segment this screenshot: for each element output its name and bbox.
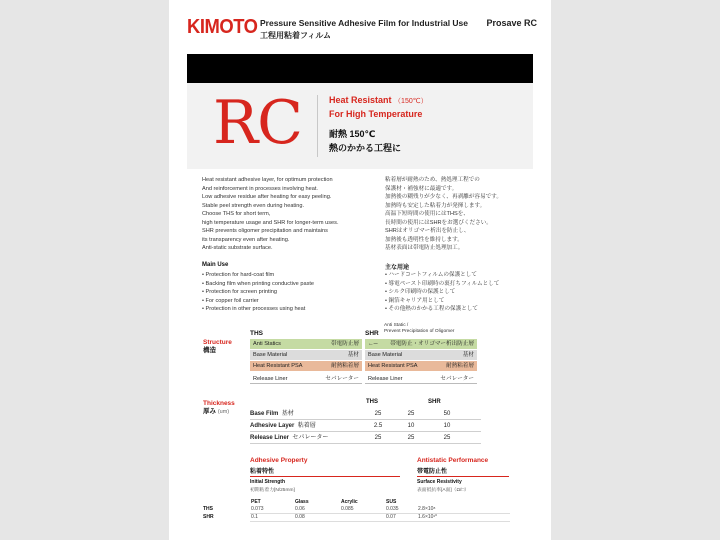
- thickness-label: Thickness 厚み (um): [203, 400, 235, 415]
- hero-panel: [187, 83, 533, 169]
- adh-col-acrylic: Acrylic: [341, 499, 358, 505]
- adhesive-sub-en: Initial Strength: [250, 479, 285, 485]
- hero-high-temp: For High Temperature: [329, 109, 423, 119]
- adh-col-pet: PET: [251, 499, 261, 505]
- datasheet-page: [169, 0, 551, 540]
- structure-shr-title: SHR: [365, 330, 379, 337]
- list-item: • ハードコートフィルムの保護として: [385, 272, 477, 278]
- adhesive-heading-jp: 粘着特性: [250, 469, 275, 475]
- adhesive-sub-jp: 初期粘着力[N/25mm]: [250, 488, 295, 493]
- list-item: • For copper foil carrier: [202, 297, 259, 304]
- header-black-bar: [187, 54, 533, 83]
- kimoto-logo: KIMOTO: [187, 16, 258, 38]
- main-use-heading-en: Main Use: [202, 262, 229, 268]
- ths-layer-anti-static: Anti Statics 帯電防止層: [250, 339, 362, 349]
- hero-divider: [317, 95, 318, 157]
- description-jp: 粘着層が耐熱のため、熱処理工程での 保護材・補強材に最適です。 加熱後の糊残りが少なく、再剥離が容易です。 加熱時も安定した粘着力が発揮します。 高温下短時間の使用にはTHSを、 長時間の使用にはSHRをお選びください。 SHRはオリゴマー析出を防止し、 加熱後も透明性を維持します。 基材表面は帯電防止処理加工。: [385, 177, 502, 251]
- adh-col-glass: Glass: [295, 499, 309, 505]
- thickness-col-shr: SHR: [428, 399, 441, 405]
- adh-shr-glass: 0.08: [295, 514, 305, 520]
- thickness-col-ths: THS: [366, 399, 378, 405]
- antistatic-sub-jp: 表面抵抗率[A面]（Ω/□）: [417, 488, 470, 493]
- adh-ths-glass: 0.06: [295, 506, 305, 512]
- table-row: Release Liner セパレーター 25 25 25: [250, 433, 481, 444]
- list-item: • Protection in other processes using heat: [202, 306, 306, 313]
- hero-jp-line2: 熱のかかる工程に: [329, 143, 402, 153]
- main-use-heading-jp: 主な用途: [385, 265, 410, 271]
- antistatic-heading-jp: 帯電防止性: [417, 469, 448, 475]
- adh-ths-pet: 0.073: [251, 506, 264, 512]
- product-code: RC: [213, 88, 303, 158]
- row-divider: [250, 521, 510, 522]
- structure-label: Structure 構造: [203, 339, 232, 354]
- antistatic-ths: 2.8×10⁸: [418, 506, 436, 512]
- adh-col-sus: SUS: [386, 499, 397, 505]
- table-row: Adhesive Layer 粘着層 2.5 10 10: [250, 421, 481, 432]
- adh-shr-pet: 0.1: [251, 514, 258, 520]
- product-name: Prosave RC: [486, 18, 537, 28]
- antistatic-heading-en: Antistatic Performance: [417, 457, 489, 464]
- structure-shr-note: Anti Static / Prevent Precipitation of Oligomer: [384, 323, 455, 334]
- antistatic-rule: [417, 476, 509, 477]
- list-item: • Protection for hard-coat film: [202, 272, 275, 278]
- shr-layer-anti-static: ←─ 帯電防止・オリゴマー析出防止層: [365, 339, 477, 349]
- ths-layer-base: Base Material 基材: [250, 350, 362, 360]
- list-item: • 銅箔キャリア用として: [385, 297, 445, 304]
- hero-heat-resistant: Heat Resistant （150℃）: [329, 95, 428, 105]
- ths-layer-release: Release Liner セパレーター: [250, 374, 362, 384]
- adh-row-shr-label: SHR: [203, 514, 214, 520]
- list-item: • Backing film when printing conductive paste: [202, 280, 315, 287]
- hero-jp-line1: 耐熱 150℃: [329, 129, 376, 139]
- description-en: Heat resistant adhesive layer, for optimum protection And reinforcement in processes involving heat. Low adhesive residue after heating for easy peeling. Stable peel strength even during heating. Choose THS for short term, high temperature usage and SHR for longer-term uses. SHR prevents oligomer precipitation and maintains its transparency even after heating. Anti-static substrate surface.: [202, 177, 339, 251]
- row-divider: [250, 513, 510, 514]
- adh-ths-acrylic: 0.085: [341, 506, 354, 512]
- adh-shr-sus: 0.07: [386, 514, 396, 520]
- main-use-list-jp: [385, 271, 499, 314]
- adhesive-heading-en: Adhesive Property: [250, 457, 308, 464]
- header-title-jp: 工程用粘着フィルム: [260, 31, 332, 40]
- antistatic-shr: 1.6×10¹⁰: [418, 514, 438, 520]
- ths-layer-psa: Heat Resistant PSA 耐熱粘着層: [250, 361, 362, 371]
- adhesive-rule: [250, 476, 400, 477]
- adh-row-ths-label: THS: [203, 506, 213, 512]
- shr-layer-release: Release Liner セパレーター: [365, 374, 477, 384]
- header-title-en: Pressure Sensitive Adhesive Film for Industrial Use: [260, 18, 469, 28]
- table-row: Base Film 基材 25 25 50: [250, 409, 481, 420]
- main-use-list-en: [202, 271, 314, 314]
- adh-ths-sus: 0.035: [386, 506, 399, 512]
- list-item: • シルク印刷時の保護として: [385, 289, 456, 296]
- list-item: • Protection for screen printing: [202, 289, 278, 296]
- antistatic-sub-en: Surface Resistivity: [417, 479, 462, 485]
- shr-layer-psa: Heat Resistant PSA 耐熱粘着層: [365, 361, 477, 371]
- structure-ths-title: THS: [250, 330, 263, 337]
- list-item: • 導電ペースト印刷時の裏打ちフィルムとして: [385, 280, 500, 287]
- shr-layer-base: Base Material 基材: [365, 350, 477, 360]
- list-item: • その他熱のかかる工程の保護として: [385, 306, 479, 313]
